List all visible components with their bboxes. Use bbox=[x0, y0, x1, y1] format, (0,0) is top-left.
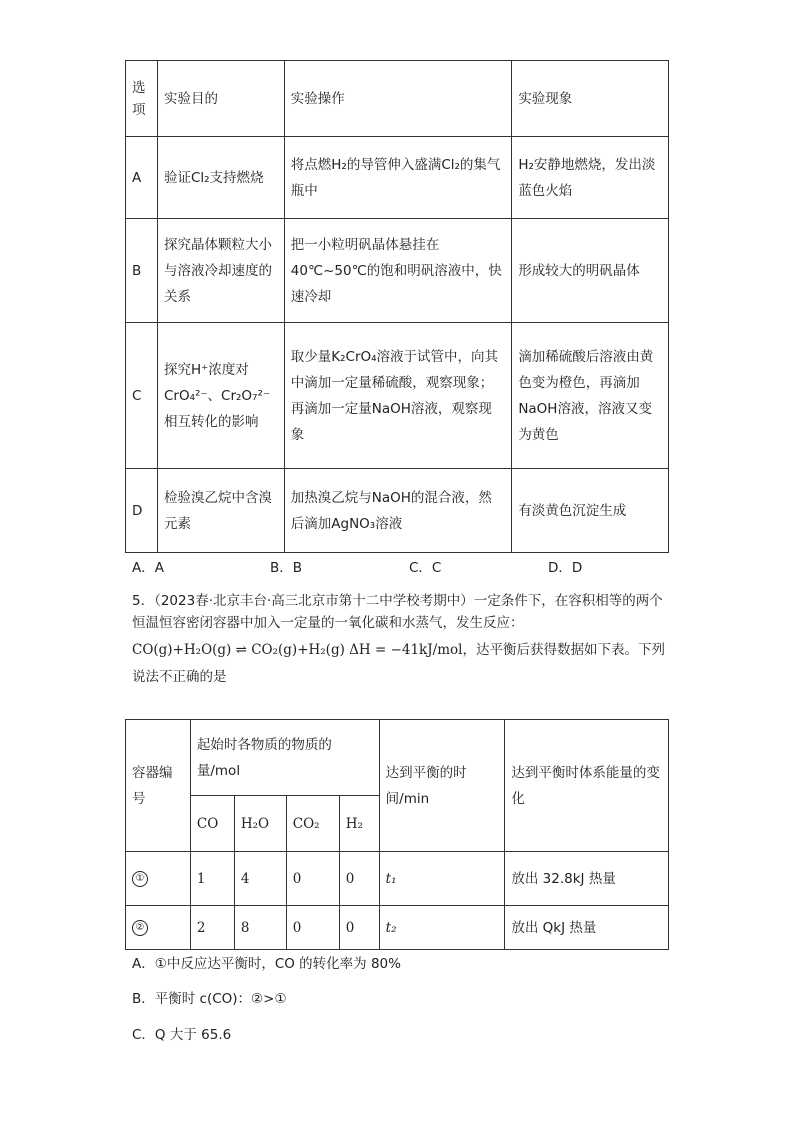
row-purpose: 探究H⁺浓度对CrO₄²⁻、Cr₂O₇²⁻相互转化的影响 bbox=[157, 323, 284, 469]
row-operation: 加热溴乙烷与NaOH的混合液，然后滴加AgNO₃溶液 bbox=[284, 469, 512, 553]
container-id bbox=[126, 906, 191, 950]
amount-h2: 0 bbox=[339, 852, 379, 906]
species-h2o: H₂O bbox=[234, 796, 286, 852]
row-phenomenon: H₂安静地燃烧，发出淡蓝色火焰 bbox=[512, 137, 669, 219]
equilibrium-table bbox=[125, 719, 669, 950]
option-d: D．D bbox=[548, 560, 583, 576]
table-row bbox=[126, 469, 669, 553]
amount-h2o: 4 bbox=[234, 852, 286, 906]
option-c: C．C bbox=[409, 560, 442, 576]
row-purpose: 检验溴乙烷中含溴元素 bbox=[157, 469, 284, 553]
row-option: B bbox=[126, 219, 158, 323]
amount-h2: 0 bbox=[339, 906, 379, 950]
row-phenomenon: 有淡黄色沉淀生成 bbox=[512, 469, 669, 553]
row-purpose: 探究晶体颗粒大小与溶液冷却速度的关系 bbox=[157, 219, 284, 323]
equilibrium-time: t₂ bbox=[379, 906, 505, 950]
experiment-table bbox=[125, 60, 669, 553]
header-equilibrium-time: 达到平衡的时间/min bbox=[379, 720, 505, 852]
answer-option-a: A．①中反应达平衡时，CO 的转化率为 80% bbox=[132, 956, 401, 972]
energy-change: 放出 QkJ 热量 bbox=[505, 906, 669, 950]
row-option: D bbox=[126, 469, 158, 553]
header-phenomenon: 实验现象 bbox=[512, 61, 669, 137]
answer-option-b: B．平衡时 c(CO)：②>① bbox=[132, 991, 287, 1007]
species-co2: CO₂ bbox=[286, 796, 339, 852]
table-row bbox=[126, 219, 669, 323]
amount-co: 2 bbox=[190, 906, 234, 950]
row-purpose: 验证Cl₂支持燃烧 bbox=[157, 137, 284, 219]
question-5-text bbox=[132, 590, 672, 688]
row-option: A bbox=[126, 137, 158, 219]
row-phenomenon: 滴加稀硫酸后溶液由黄色变为橙色，再滴加NaOH溶液，溶液又变为黄色 bbox=[512, 323, 669, 469]
question-5-intro: 5．（2023春·北京丰台·高三北京市第十二中学校考期中）一定条件下，在容积相等的两个恒温恒容密闭容器中加入一定量的一氧化碳和水蒸气，发生反应： bbox=[132, 593, 663, 631]
energy-change: 放出 32.8kJ 热量 bbox=[505, 852, 669, 906]
species-co: CO bbox=[190, 796, 234, 852]
row-operation: 把一小粒明矾晶体悬挂在40℃~50℃的饱和明矾溶液中，快速冷却 bbox=[284, 219, 512, 323]
question-5-prompt: ，达平衡后获得数据如下表。下列说法不正确的是 bbox=[132, 642, 665, 685]
table-row bbox=[126, 906, 669, 950]
container-id bbox=[126, 852, 191, 906]
header-container-id: 容器编号 bbox=[126, 720, 191, 852]
header-initial-amount: 起始时各物质的物质的量/mol bbox=[190, 720, 379, 796]
container-label: ② bbox=[132, 920, 148, 936]
amount-co2: 0 bbox=[286, 906, 339, 950]
header-option: 选项 bbox=[126, 61, 158, 137]
equilibrium-time: t₁ bbox=[379, 852, 505, 906]
amount-h2o: 8 bbox=[234, 906, 286, 950]
table-header-row bbox=[126, 61, 669, 137]
amount-co: 1 bbox=[190, 852, 234, 906]
container-label: ① bbox=[132, 871, 148, 887]
row-phenomenon: 形成较大的明矾晶体 bbox=[512, 219, 669, 323]
table-row bbox=[126, 323, 669, 469]
row-operation: 将点燃H₂的导管伸入盛满Cl₂的集气瓶中 bbox=[284, 137, 512, 219]
header-energy-change: 达到平衡时体系能量的变化 bbox=[505, 720, 669, 852]
table-row bbox=[126, 137, 669, 219]
amount-co2: 0 bbox=[286, 852, 339, 906]
reaction-equation: CO(g)+H₂O(g) ⇌ CO₂(g)+H₂(g) ΔH = −41kJ/mol bbox=[132, 642, 463, 658]
species-h2: H₂ bbox=[339, 796, 379, 852]
row-operation: 取少量K₂CrO₄溶液于试管中，向其中滴加一定量稀硫酸，观察现象；再滴加一定量NaOH溶液，观察现象 bbox=[284, 323, 512, 469]
table-row bbox=[126, 852, 669, 906]
answer-option-c: C．Q 大于 65.6 bbox=[132, 1027, 232, 1043]
header-purpose: 实验目的 bbox=[157, 61, 284, 137]
option-b: B．B bbox=[270, 560, 303, 576]
header-operation: 实验操作 bbox=[284, 61, 512, 137]
row-option: C bbox=[126, 323, 158, 469]
option-a: A．A bbox=[132, 560, 164, 576]
